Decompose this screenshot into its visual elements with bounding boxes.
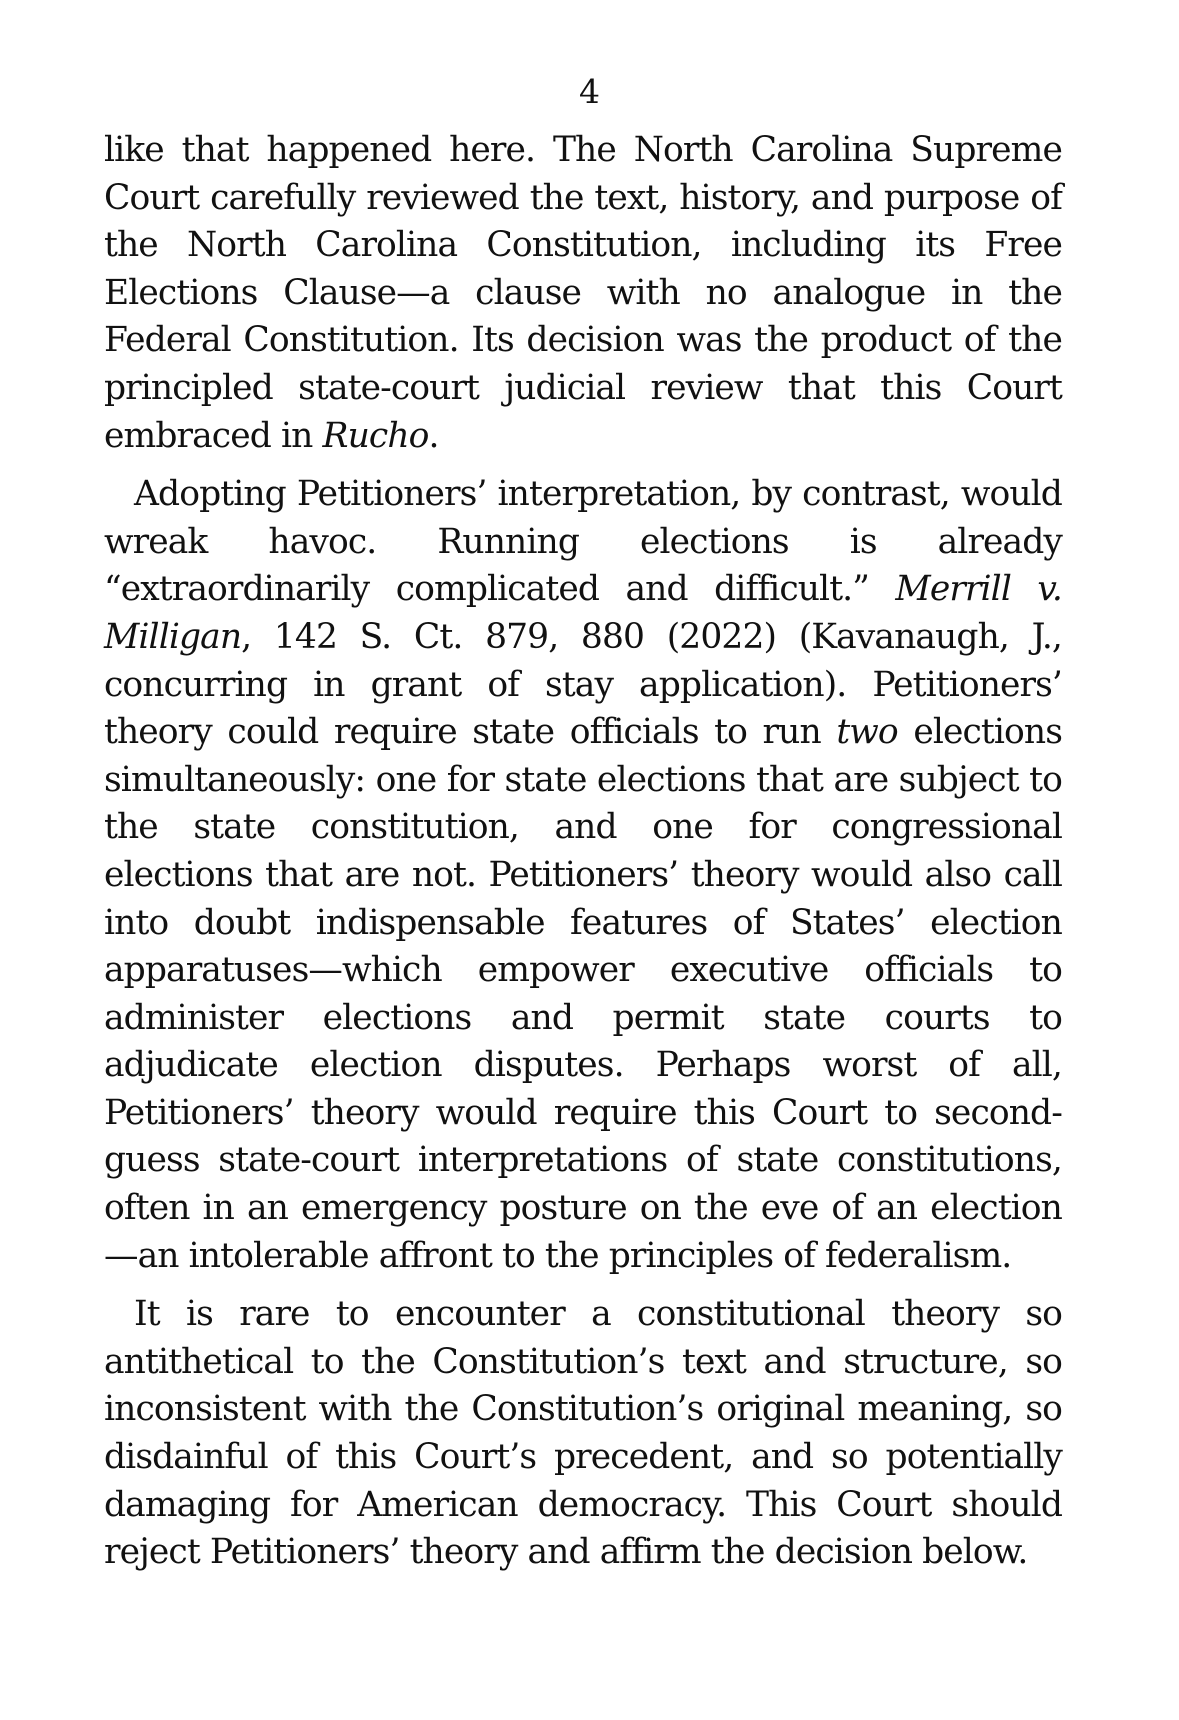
text-run: Adopting Petitioners’ interpretation, by contrast, would wreak havoc. Running elections is already “extraordinarily complicated and difficult.” xyxy=(104,474,1062,610)
body-text xyxy=(104,127,1062,1577)
case-name-merrill: Merrill v. Milligan xyxy=(104,569,1062,657)
text-run: It is rare to encounter a constitutional theory so antithetical to the Constitution’s text and structure, so inconsistent with the Constitution’s original meaning, so disdainful of this Court’s precedent, and so potentially damaging for American democracy. This Court should reject Petitioners’ theory and affirm the decision below. xyxy=(104,1294,1062,1573)
text-run: like that happened here. The North Carolina Supreme Court carefully reviewed the text, history, and purpose of the North Carolina Constitution, including its Free Elections Clause—a clause with no analogue in the Federal Constitution. Its decision was the product of the principled state-court judicial review that this Court embraced in xyxy=(104,130,1062,456)
page-number: 4 xyxy=(579,72,600,111)
text-run: . xyxy=(428,415,439,456)
paragraph-conclusion xyxy=(104,1291,1062,1577)
text-run: elections simultaneously: one for state elections that are subject to the state constitution, and one for congressional elections that are not. Petitioners’ theory would also call into doubt indispensable features of States’ election apparatuses—which empower executive officials to administer elections and permit state courts to adjudicate election disputes. Perhaps worst of all, Petitioners’ theory would require this Court to second-guess state-court interpretations of state constitutions, often in an emergency posture on the eve of an election—an intolerable affront to the principles of federalism. xyxy=(104,712,1063,1276)
case-name-rucho: Rucho xyxy=(322,415,429,456)
paragraph-continued xyxy=(104,127,1062,460)
emphasis-two: two xyxy=(836,712,898,753)
text-run: , 142 S. Ct. 879, 880 (2022) (Kavanaugh, J., concurring in grant of stay application). Petitioners’ theory could require state officials to run xyxy=(104,616,1062,753)
paragraph-havoc xyxy=(104,471,1062,1280)
